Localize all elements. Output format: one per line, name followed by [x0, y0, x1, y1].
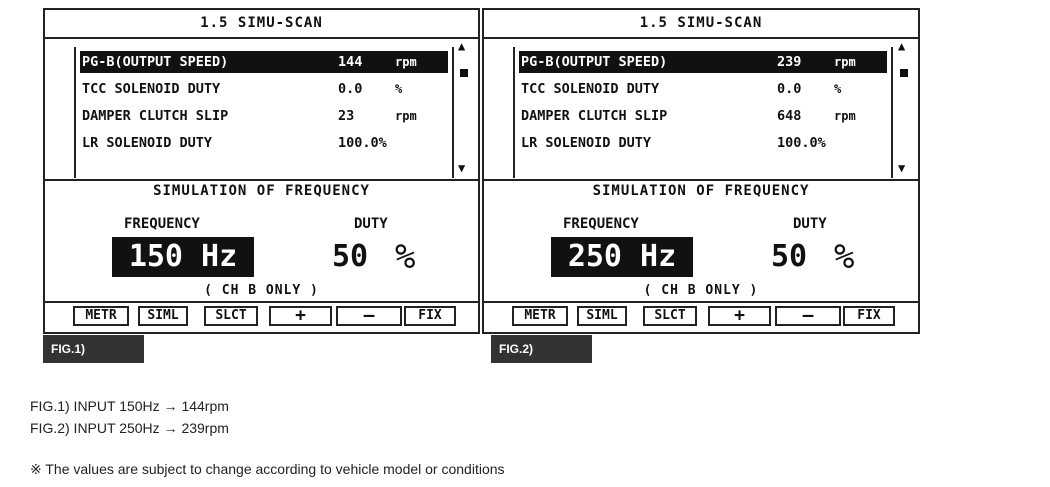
scroll-down-icon[interactable]: ▼	[458, 161, 466, 175]
duty-label: DUTY	[793, 216, 827, 232]
figure-label-1: FIG.1)	[43, 335, 144, 363]
disclaimer-note: ※ The values are subject to change according to vehicle model or conditions	[30, 461, 505, 477]
item-value: 648	[777, 108, 802, 124]
fix-button[interactable]: FIX	[404, 306, 456, 326]
increase-button[interactable]: +	[708, 306, 771, 326]
scroll-thumb[interactable]	[460, 69, 468, 77]
item-name: TCC SOLENOID DUTY	[521, 81, 660, 97]
simulation-title: SIMULATION OF FREQUENCY	[592, 183, 810, 199]
item-unit: rpm	[834, 109, 856, 123]
data-list-area	[45, 37, 478, 181]
list-item-lr-solenoid-duty[interactable]	[519, 132, 887, 154]
list-item-tcc-solenoid-duty[interactable]	[519, 78, 887, 100]
frequency-label: FREQUENCY	[563, 216, 639, 232]
panel-title: 1.5 SIMU-SCAN	[484, 10, 918, 39]
decrease-button[interactable]: —	[336, 306, 402, 326]
scroll-down-icon[interactable]: ▼	[898, 161, 906, 175]
item-value: 100.0%	[338, 135, 387, 151]
item-value: 0.0	[338, 81, 363, 97]
list-item-pg-b-output-speed[interactable]	[80, 51, 448, 73]
slct-button[interactable]: SLCT	[643, 306, 697, 326]
item-unit: rpm	[395, 55, 417, 69]
list-item-lr-solenoid-duty[interactable]	[80, 132, 448, 154]
scrollbar[interactable]	[898, 39, 912, 175]
scroll-up-icon[interactable]: ▲	[898, 39, 906, 53]
duty-unit: %	[834, 237, 855, 277]
item-name: DAMPER CLUTCH SLIP	[82, 108, 229, 124]
item-name: TCC SOLENOID DUTY	[82, 81, 221, 97]
data-list	[513, 47, 893, 178]
simu-scan-panel-2	[482, 8, 920, 334]
item-unit: %	[834, 82, 842, 96]
siml-button[interactable]: SIML	[577, 306, 627, 326]
panel-title: 1.5 SIMU-SCAN	[45, 10, 478, 39]
simu-scan-panel-1	[43, 8, 480, 334]
frequency-simulation	[484, 179, 918, 307]
item-value: 23	[338, 108, 355, 124]
duty-value: 50	[332, 239, 369, 274]
channel-note: ( CH B ONLY )	[204, 283, 319, 298]
duty-label: DUTY	[354, 216, 388, 232]
frequency-value[interactable]: 150 Hz	[112, 237, 254, 277]
fix-button[interactable]: FIX	[843, 306, 895, 326]
duty-value: 50	[771, 239, 808, 274]
siml-button[interactable]: SIML	[138, 306, 188, 326]
list-item-damper-clutch-slip[interactable]	[80, 105, 448, 127]
caption-fig-1: FIG.1) INPUT 150Hz → 144rpm	[30, 398, 229, 414]
list-item-tcc-solenoid-duty[interactable]	[80, 78, 448, 100]
channel-note: ( CH B ONLY )	[643, 283, 759, 298]
list-item-damper-clutch-slip[interactable]	[519, 105, 887, 127]
frequency-value[interactable]: 250 Hz	[551, 237, 693, 277]
item-name: PG-B(OUTPUT SPEED)	[521, 54, 668, 70]
decrease-button[interactable]: —	[775, 306, 841, 326]
item-unit: %	[395, 82, 403, 96]
simulation-title: SIMULATION OF FREQUENCY	[153, 183, 370, 199]
function-key-bar	[45, 301, 478, 332]
figure-label-2: FIG.2)	[491, 335, 592, 363]
increase-button[interactable]: +	[269, 306, 332, 326]
frequency-label: FREQUENCY	[124, 216, 200, 232]
scrollbar[interactable]	[458, 39, 472, 175]
item-name: LR SOLENOID DUTY	[82, 135, 213, 151]
caption-fig-2: FIG.2) INPUT 250Hz → 239rpm	[30, 420, 229, 436]
item-name: DAMPER CLUTCH SLIP	[521, 108, 668, 124]
scroll-up-icon[interactable]: ▲	[458, 39, 466, 53]
item-name: PG-B(OUTPUT SPEED)	[82, 54, 229, 70]
item-name: LR SOLENOID DUTY	[521, 135, 652, 151]
slct-button[interactable]: SLCT	[204, 306, 258, 326]
item-value: 144	[338, 54, 363, 70]
item-unit: rpm	[834, 55, 856, 69]
frequency-simulation	[45, 179, 478, 307]
item-unit: rpm	[395, 109, 417, 123]
data-list-area	[484, 37, 918, 181]
item-value: 100.0%	[777, 135, 826, 151]
item-value: 0.0	[777, 81, 802, 97]
scroll-thumb[interactable]	[900, 69, 908, 77]
metr-button[interactable]: METR	[512, 306, 568, 326]
data-list	[74, 47, 454, 178]
duty-unit: %	[395, 237, 416, 277]
item-value: 239	[777, 54, 802, 70]
list-item-pg-b-output-speed[interactable]	[519, 51, 887, 73]
function-key-bar	[484, 301, 918, 332]
metr-button[interactable]: METR	[73, 306, 129, 326]
